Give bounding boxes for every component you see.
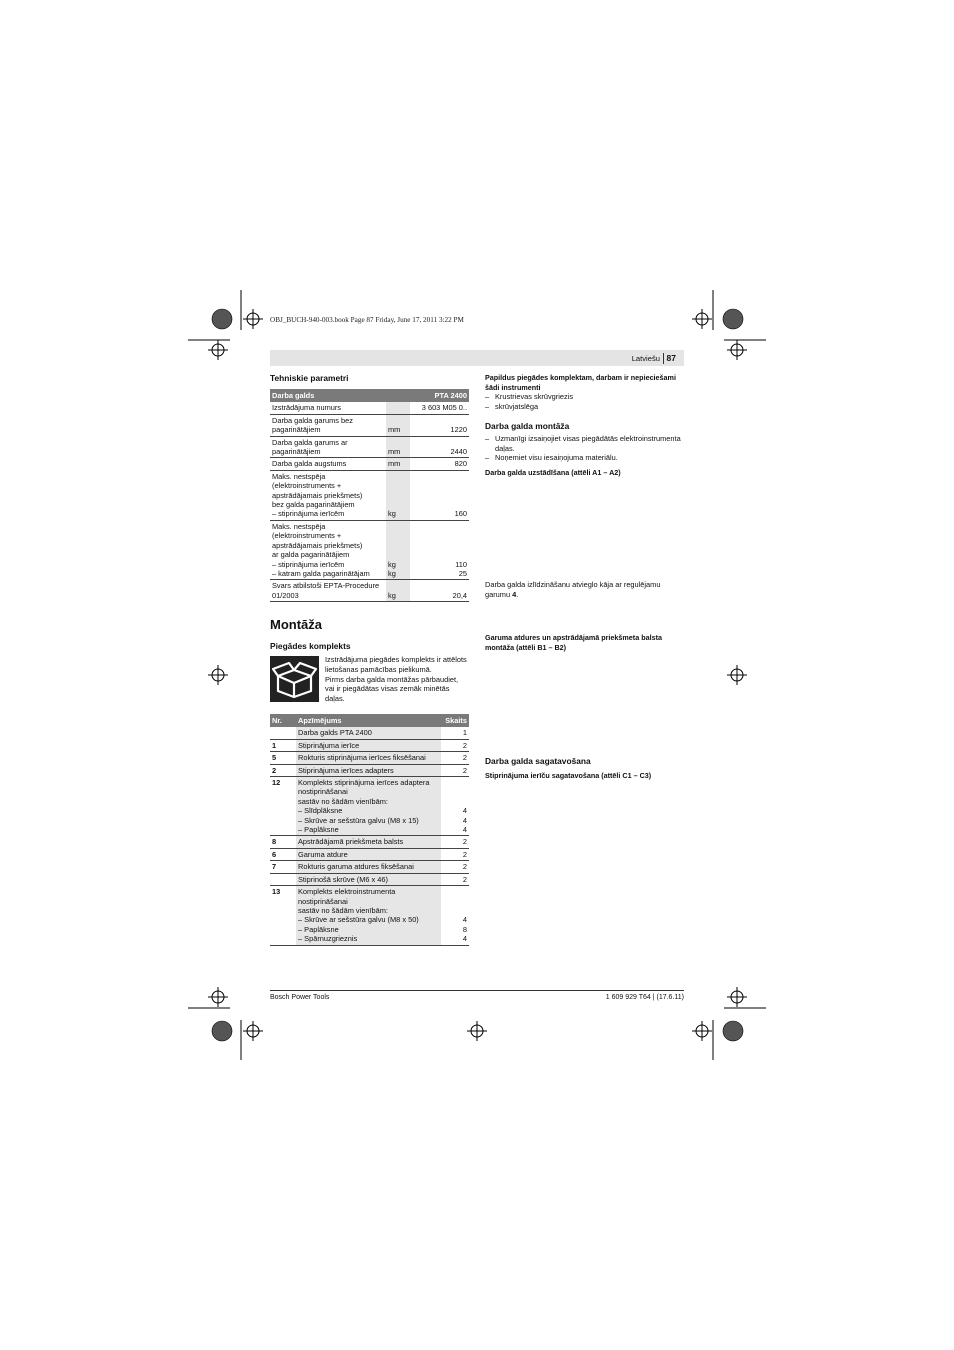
table-row bbox=[270, 848, 469, 860]
table-cell-name: Stiprinājuma ierīce bbox=[296, 739, 441, 751]
table-cell-desc: Svars atbilstoši EPTA-Procedure 01/2003 bbox=[270, 580, 386, 602]
setup-title: Darba galda uzstādīšana (attēli A1 – A2) bbox=[485, 468, 621, 478]
assembly-list bbox=[485, 434, 684, 463]
page-number: 87 bbox=[666, 353, 676, 363]
table-cell-unit: kg bbox=[386, 580, 410, 602]
prep-title: Darba galda sagatavošana bbox=[485, 755, 591, 766]
table-cell-desc: Darba galda garums ar pagarinātājiem bbox=[270, 436, 386, 458]
table-cell-name: Stiprinājuma ierīces adapters bbox=[296, 764, 441, 776]
table-row bbox=[270, 777, 469, 836]
table-cell-count: 2 bbox=[441, 848, 469, 860]
table-cell-unit bbox=[386, 402, 410, 414]
right-column bbox=[485, 373, 684, 780]
clamp-title: Stiprinājuma ierīču sagatavošana (attēli C1 – C3) bbox=[485, 770, 652, 780]
setup-note-text: Darba galda izlīdzināšanu atvieglo kāja ar regulējamu garumu bbox=[485, 579, 661, 599]
table-cell-count: 2 bbox=[441, 752, 469, 764]
tech-table-wrap bbox=[270, 389, 469, 602]
setup-note-number: 4 bbox=[512, 589, 517, 599]
table-row bbox=[270, 458, 469, 470]
table-cell-nr bbox=[270, 727, 296, 739]
table-cell-count: 2 bbox=[441, 861, 469, 873]
table-row bbox=[270, 873, 469, 885]
table-cell-val: 160 bbox=[410, 470, 469, 520]
stop-title: Garuma atdures un apstrādājamā priekšmeta balsta montāža (attēli B1 – B2) bbox=[485, 633, 662, 652]
parts-col-name: Apzīmējums bbox=[296, 714, 441, 727]
tools-list bbox=[485, 392, 684, 412]
parts-table-wrap bbox=[270, 714, 469, 946]
table-row bbox=[270, 402, 469, 414]
table-cell-count: 4 8 4 bbox=[441, 886, 469, 945]
table-cell-nr: 7 bbox=[270, 861, 296, 873]
table-row bbox=[270, 836, 469, 848]
table-cell-name: Darba galds PTA 2400 bbox=[296, 727, 441, 739]
parts-col-nr: Nr. bbox=[270, 714, 296, 727]
table-cell-unit: mm bbox=[386, 458, 410, 470]
table-row bbox=[270, 470, 469, 520]
parts-table bbox=[270, 714, 469, 946]
table-cell-name: Stiprinošā skrūve (M6 x 46) bbox=[296, 873, 441, 885]
table-cell-name: Rokturis garuma atdures fiksēšanai bbox=[296, 861, 441, 873]
table-cell-name: Komplekts stiprinājuma ierīces adaptera nostiprināšanai sastāv no šādām vienībām: – Slīdplāksne – Skrūve ar sešstūra galvu (M8 x 15) – Paplāksne bbox=[296, 777, 441, 836]
table-cell-name: Rokturis stiprinājuma ierīces fiksēšanai bbox=[296, 752, 441, 764]
header-separator bbox=[663, 353, 664, 364]
delivery-text-1: Izstrādājuma piegādes komplekts ir attēlots lietošanas pamācības pielikumā. bbox=[325, 655, 467, 674]
tech-col-name: Darba galds bbox=[270, 389, 410, 402]
table-row bbox=[270, 580, 469, 602]
table-cell-nr: 2 bbox=[270, 764, 296, 776]
tech-table bbox=[270, 389, 469, 602]
table-cell-unit: kg kg bbox=[386, 520, 410, 579]
delivery-title: Piegādes komplekts bbox=[270, 641, 351, 651]
assembly-title: Darba galda montāža bbox=[485, 420, 570, 431]
table-cell-val: 2440 bbox=[410, 436, 469, 458]
table-cell-name: Apstrādājamā priekšmeta balsts bbox=[296, 836, 441, 848]
table-cell-unit: kg bbox=[386, 470, 410, 520]
table-row bbox=[270, 414, 469, 436]
table-row bbox=[270, 752, 469, 764]
footer-left: Bosch Power Tools bbox=[270, 994, 330, 1001]
setup-note: Darba galda izlīdzināšanu atvieglo kāja ar regulējamu garumu 4. bbox=[485, 579, 661, 599]
header-language: Latviešu bbox=[631, 354, 660, 363]
table-cell-name: Garuma atdure bbox=[296, 848, 441, 860]
table-row bbox=[270, 764, 469, 776]
table-cell-val: 110 25 bbox=[410, 520, 469, 579]
footer-right: 1 609 929 T64 | (17.6.11) bbox=[605, 994, 684, 1001]
table-cell-count: 1 bbox=[441, 727, 469, 739]
table-row bbox=[270, 436, 469, 458]
page-header bbox=[270, 350, 684, 366]
table-cell-val: 3 603 M05 0.. bbox=[410, 402, 469, 414]
table-cell-nr: 12 bbox=[270, 777, 296, 836]
table-cell-name: Komplekts elektroinstrumenta nostiprināšanai sastāv no šādām vienībām: – Skrūve ar sešstūra galvu (M8 x 50) – Paplāksne – Spārnuzgrieznis bbox=[296, 886, 441, 945]
list-item: – Krustrievas skrūvgriezis bbox=[485, 392, 684, 402]
table-row bbox=[270, 886, 469, 945]
tech-title: Tehniskie parametri bbox=[270, 373, 349, 383]
table-cell-nr bbox=[270, 873, 296, 885]
table-row bbox=[270, 739, 469, 751]
montaza-title: Montāža bbox=[270, 617, 322, 632]
table-row bbox=[270, 520, 469, 579]
list-item: – Noņemiet visu iesaiņojuma materiālu. bbox=[485, 453, 684, 463]
delivery-text-2: Pirms darba galda montāžas pārbaudiet, vai ir piegādātas visas zemāk minētās daļas. bbox=[325, 674, 459, 704]
tools-title: Papildus piegādes komplektam, darbam ir nepieciešami šādi instrumenti bbox=[485, 373, 676, 392]
table-cell-nr: 5 bbox=[270, 752, 296, 764]
table-cell-nr: 6 bbox=[270, 848, 296, 860]
table-cell-val: 1220 bbox=[410, 414, 469, 436]
table-cell-count: 2 bbox=[441, 739, 469, 751]
table-cell-count: 2 bbox=[441, 836, 469, 848]
list-item: – Uzmanīgi izsaiņojiet visas piegādātās elektroinstrumenta daļas. bbox=[485, 434, 684, 454]
table-cell-nr: 8 bbox=[270, 836, 296, 848]
table-row bbox=[270, 727, 469, 739]
table-cell-count: 2 bbox=[441, 764, 469, 776]
table-cell-desc: Izstrādājuma numurs bbox=[270, 402, 386, 414]
table-cell-desc: Darba galda augstums bbox=[270, 458, 386, 470]
delivery-text bbox=[325, 655, 469, 704]
table-cell-count: 2 bbox=[441, 873, 469, 885]
parts-col-count: Skaits bbox=[441, 714, 469, 727]
table-cell-desc: Darba galda garums bez pagarinātājiem bbox=[270, 414, 386, 436]
print-line: OBJ_BUCH-940-003.book Page 87 Friday, June 17, 2011 3:22 PM bbox=[270, 316, 464, 324]
table-cell-desc: Maks. nestspēja (elektroinstruments + apstrādājamais priekšmets) bez galda pagarinātājiem – stiprinājuma ierīcēm bbox=[270, 470, 386, 520]
table-cell-nr: 1 bbox=[270, 739, 296, 751]
table-cell-val: 20,4 bbox=[410, 580, 469, 602]
table-cell-unit: mm bbox=[386, 414, 410, 436]
table-cell-unit: mm bbox=[386, 436, 410, 458]
table-cell-desc: Maks. nestspēja (elektroinstruments + apstrādājamais priekšmets) ar galda pagarinātājiem – stiprinājuma ierīcēm – katram galda pagarinātājam bbox=[270, 520, 386, 579]
footer-rule bbox=[270, 990, 684, 991]
box-icon bbox=[270, 656, 319, 702]
table-row bbox=[270, 861, 469, 873]
tech-col-model: PTA 2400 bbox=[410, 389, 469, 402]
table-cell-val: 820 bbox=[410, 458, 469, 470]
table-cell-nr: 13 bbox=[270, 886, 296, 945]
list-item: – skrūvjatslēga bbox=[485, 402, 684, 412]
table-cell-count: 4 4 4 bbox=[441, 777, 469, 836]
